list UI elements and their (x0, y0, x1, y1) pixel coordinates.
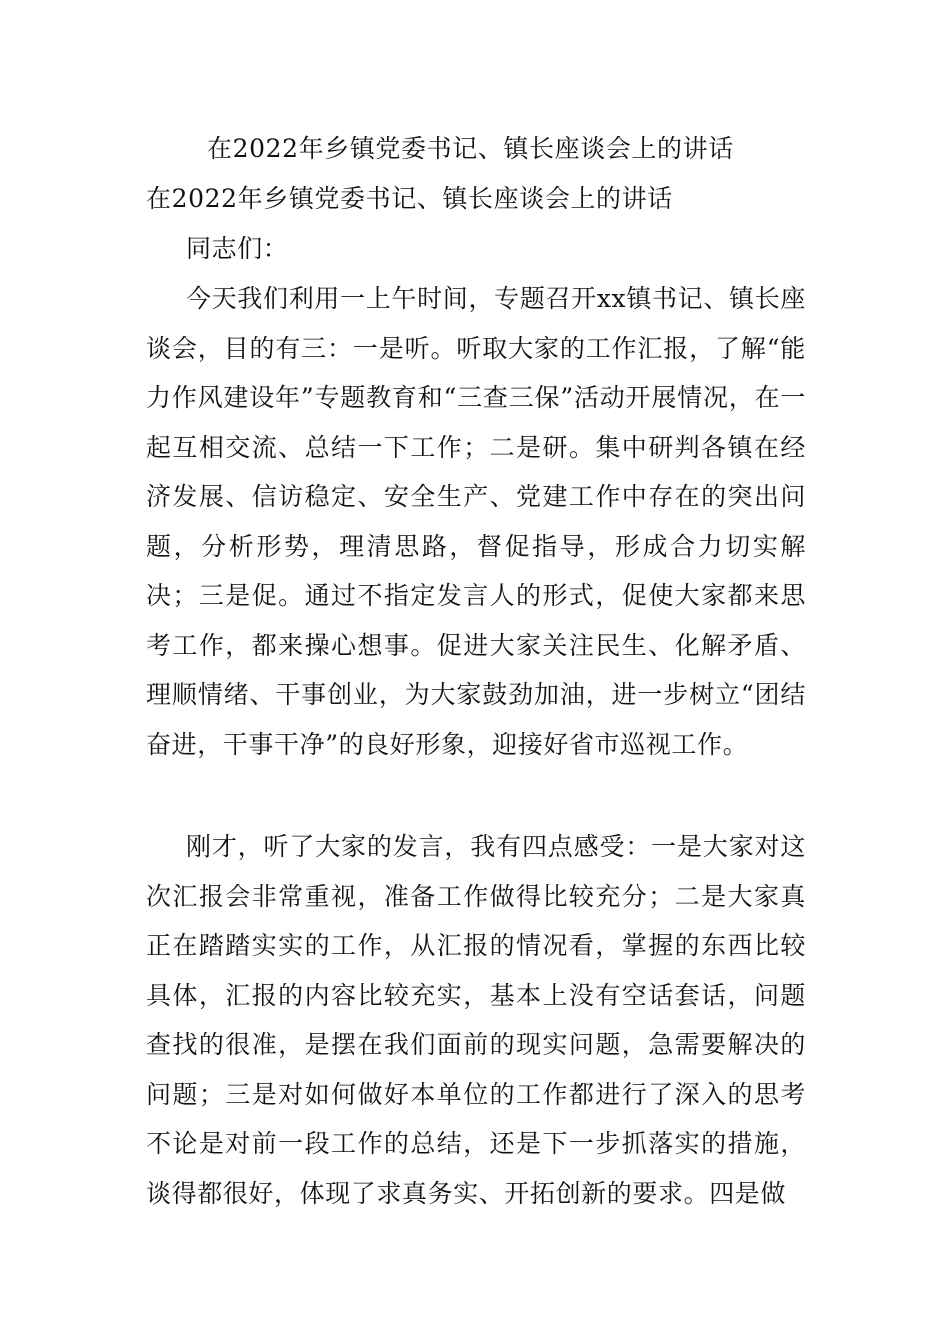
body-paragraph: 今天我们利用一上午时间，专题召开xx镇书记、镇长座谈会，目的有三：一是听。听取大家的工作汇报，了解“能力作风建设年”专题教育和“三查三保”活动开展情况，在一起互相交流、总结一下工作；二是研。集中研判各镇在经济发展、信访稳定、安全生产、党建工作中存在的突出问题，分析形势，理清思路，督促指导，形成合力切实解决；三是促。通过不指定发言人的形式，促使大家都来思考工作，都来操心想事。促进大家关注民生、化解矛盾、理顺情绪、干事创业，为大家鼓劲加油，进一步树立“团结奋进，干事干净”的良好形象，迎接好省市巡视工作。 (146, 284, 806, 759)
body-paragraph: 刚才，听了大家的发言，我有四点感受：一是大家对这次汇报会非常重视，准备工作做得比较充分；二是大家真正在踏踏实实的工作，从汇报的情况看，掌握的东西比较具体，汇报的内容比较充实，基本上没有空话套话，问题查找的很准，是摆在我们面前的现实问题，急需要解决的问题；三是对如何做好本单位的工作都进行了深入的思考不论是对前一段工作的总结，还是下一步抓落实的措施，谈得都很好，体现了求真务实、开拓创新的要求。四是做 (146, 832, 806, 1208)
document-subtitle: 在2022年乡镇党委书记、镇长座谈会上的讲话 (146, 184, 673, 213)
salutation: 同志们： (186, 234, 289, 263)
document-title: 在2022年乡镇党委书记、镇长座谈会上的讲话 (207, 134, 734, 163)
